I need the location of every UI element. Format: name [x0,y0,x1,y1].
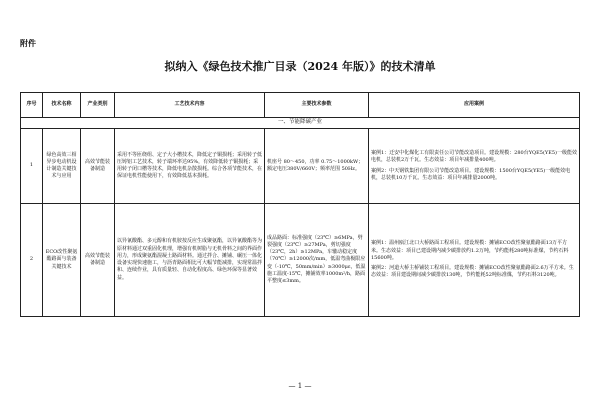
row-cases [369,129,580,204]
header-params: 主要技术参数 [265,93,369,118]
table-row [21,204,580,317]
header-category: 产业类别 [81,93,115,118]
table-row [21,129,580,204]
row-name: ECO改性聚氨酯路面与装备关键技术 [43,204,81,317]
row-params: 成品路面：标准强度（23℃）≥6MPa，劈裂强度（23℃）≥27MPa，剪切强度（23℃，2h）≥12MPa，车辙动稳定度（70℃）≥12000次/mm，低温弯曲极限应变（-10℃，50mm/min）≥3000με，低温施工温度-15℃，摊铺效率1000m²/h，路面平整度≤3mm。 [265,204,369,317]
row-params: 机座号 80～450，功率 0.75～1000kW；额定电压380V/660V；频率范围 50Hz。 [265,129,369,204]
document-title: 拟纳入《绿色技术推广目录（2024 年版）》的技术清单 [164,60,436,73]
header-name: 技术名称 [43,93,81,118]
page-number: — 1 — [288,382,312,390]
header-cases: 应用案例 [369,93,580,118]
row-no: 2 [21,204,43,317]
section-title: 一、节能降碳产业 [21,118,580,129]
row-name: 绿色高效三相异步电动机设计制造关键技术与应用 [43,129,81,204]
row-category: 高效节能装备制造 [81,129,115,204]
attachment-label: 附件 [20,39,36,48]
row-cases [369,204,580,317]
header-process: 工艺技术内容 [115,93,265,118]
row-category: 高效节能装备制造 [81,204,115,317]
technology-table [20,92,580,317]
case-item: 案例1：温州瓯江北口大桥路面工程项目。建设规模：摊铺ECO改性聚氨酯路面13万平方米。生态效益：项目已建设期内减少碳排放约1.2万吨，节约能耗280吨标准煤，节约石料15600吨。 [371,240,569,261]
header-no: 序号 [21,93,43,118]
case-item: 案例2：河道大桥主桥铺装工程项目。建设规模：摊铺ECO改性聚氨酯路面2.6万平方米。生态效益：项目建设期间减少碳排放130吨，节约能耗52吨标准煤，节约石料3120吨。 [371,265,574,279]
case-item: 案例1：迁安中化煤化工有限责任公司节能改造项目。建设规模：280台YQE5(YE5)一级能效电机，总装机2万千瓦。生态效益：项目年减排量400吨。 [371,150,577,164]
row-process: 采用不等匝绕组、定子大小槽技术，降低定子铜损耗；采用转子低压铸铝工艺技术，转子端环率达95%，有效降低转子铜损耗；采用转子闭口槽等技术，降低电机杂散损耗。综合各项节能技术，在保证电机性能使用下，有效降低基本损耗。 [115,129,265,204]
row-process: 以异氰酸酯、多元醇和有机胺按反应生成聚氨酯，以异氰酸酯等为原材料通过双重固化机理，增强有机树脂与无机骨料之间的界面作用力，形成聚氨酯混凝土路面材料。通过拌合、摊铺、碾压一体化设备实现快速施工，与沥青路面相比可大幅节能减排，实现常温拌和、连续作业，具有质量轻、自动化程度高、绿色环保等显著效益。 [115,204,265,317]
section-row [21,118,580,129]
row-no: 1 [21,129,43,204]
table-header-row [21,93,580,118]
case-item: 案例2：中天钢铁集团有限公司节能改造项目。建设规模：1500台YQE5(YE5)一级能效电机，总装机10万千瓦。生态效益：项目年减排量2000吨。 [371,167,571,181]
